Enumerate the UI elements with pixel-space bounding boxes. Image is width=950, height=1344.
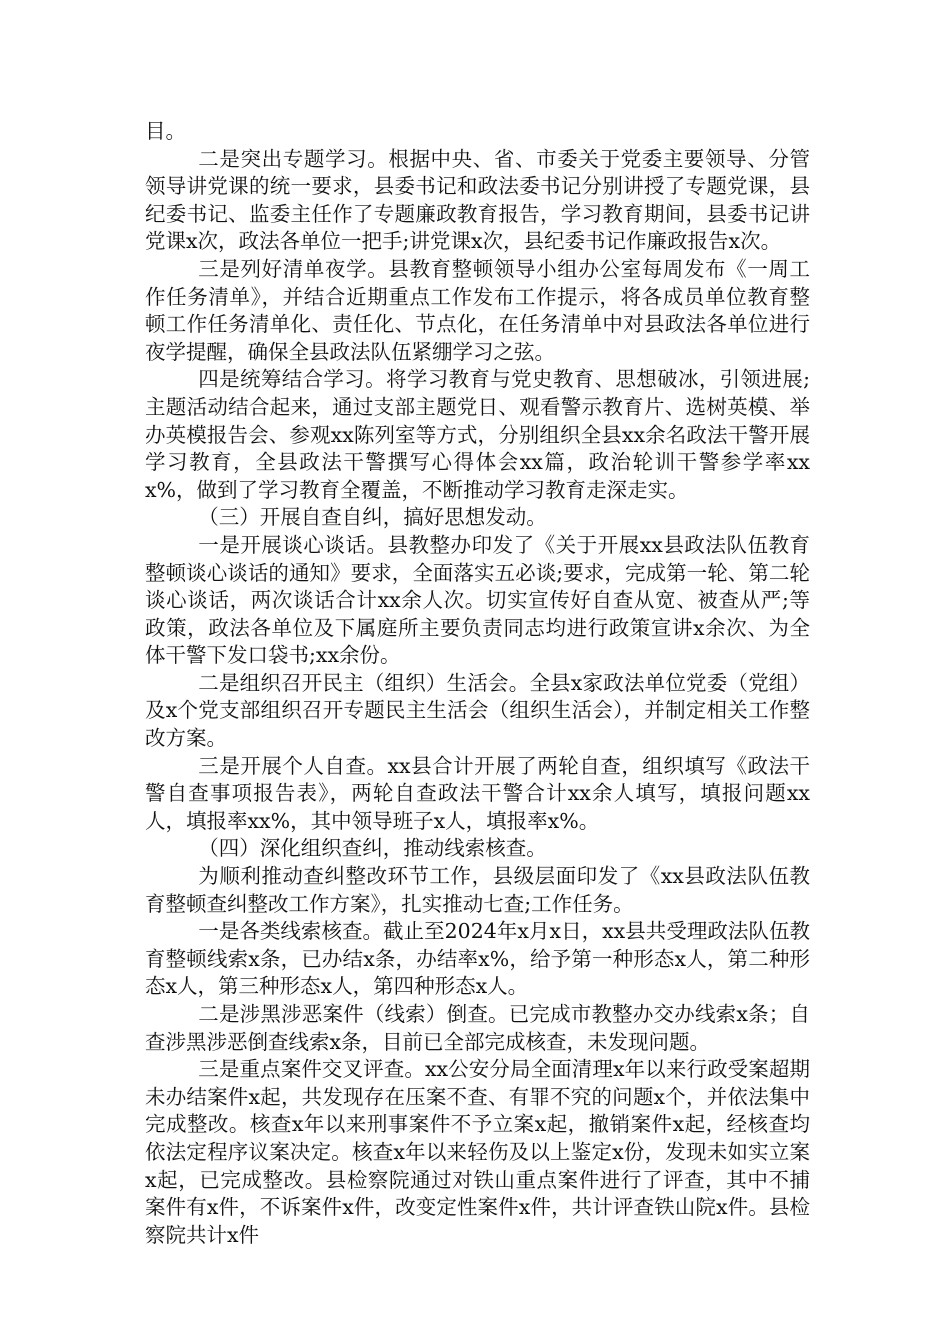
paragraph-rectification-plan: 为顺利推动查纠整改环节工作，县级层面印发了《xx县政法队伍教育整顿查纠整改工作方案》，扎实推动七查;工作任务。 [145, 864, 810, 916]
paragraph-night-study-list: 三是列好清单夜学。县教育整顿领导小组办公室每周发布《一周工作任务清单》，并结合近期重点工作发布工作提示，将各成员单位教育整顿工作任务清单化、责任化、节点化，在任务清单中对县政法各单位进行夜学提醒，确保全县政法队伍紧绷学习之弦。 [145, 256, 810, 364]
paragraph-key-case-cross-review: 三是重点案件交叉评查。xx公安分局全面清理x年以来行政受案超期未办结案件x起，共发现存在压案不查、有罪不究的问题x个，并依法集中完成整改。核查x年以来刑事案件不予立案x起，撤销案件x起，经核查均依法定程序议案决定。核查x年以来轻伤及以上鉴定x份，发现未如实立案x起，已完成整改。县检察院通过对铁山重点案件进行了评查，其中不捕案件有x件，不诉案件x件，改变定性案件x件，共计评查铁山院x件。县检察院共计x件 [145, 1057, 810, 1247]
paragraph-heart-to-heart-talks: 一是开展谈心谈话。县教整办印发了《关于开展xx县政法队伍教育整顿谈心谈话的通知》要求，全面落实五必谈;要求，完成第一轮、第二轮谈心谈话，两次谈话合计xx余人次。切实宣传好自查从宽、被查从严;等政策，政法各单位及下属庭所主要负责同志均进行政策宣讲x余次、为全体干警下发口袋书;xx余份。 [145, 532, 810, 668]
paragraph-gang-case-review: 二是涉黑涉恶案件（线索）倒查。已完成市教整办交办线索x条；自查涉黑涉恶倒查线索x条，目前已全部完成核查，未发现问题。 [145, 1002, 810, 1054]
paragraph-topic-study: 二是突出专题学习。根据中央、省、市委关于党委主要领导、分管领导讲党课的统一要求，县委书记和政法委书记分别讲授了专题党课，县纪委书记、监委主任作了专题廉政教育报告，学习教育期间，县委书记讲党课x次，政法各单位一把手;讲党课x次，县纪委书记作廉政报告x次。 [145, 146, 810, 254]
paragraph-personal-self-check: 三是开展个人自查。xx县合计开展了两轮自查，组织填写《政法干警自查事项报告表》，两轮自查政法干警合计xx余人填写，填报问题xx人，填报率xx%，其中领导班子x人，填报率x%。 [145, 753, 810, 833]
paragraph-continuation: 目。 [145, 119, 186, 143]
document-page [145, 118, 810, 1249]
paragraph-clue-verification: 一是各类线索核查。截止至2024年x月x日，xx县共受理政法队伍教育整顿线索x条，已办结x条，办结率x%，给予第一种形态x人，第二种形态x人，第三种形态x人，第四种形态x人。 [145, 919, 810, 999]
paragraph-democratic-life-meeting: 二是组织召开民主（组织）生活会。全县x家政法单位党委（党组）及x个党支部组织召开专题民主生活会（组织生活会），并制定相关工作整改方案。 [145, 670, 810, 751]
section-heading-self-check: （三）开展自查自纠，搞好思想发动。 [198, 505, 547, 530]
paragraph-combined-study: 四是统筹结合学习。将学习教育与党史教育、思想破冰，引领进展;主题活动结合起来，通过支部主题党日、观看警示教育片、选树英模、举办英模报告会、参观xx陈列室等方式，分别组织全县xx余名政法干警开展学习教育，全县政法干警撰写心得体会xx篇，政治轮训干警参学率xxx%，做到了学习教育全覆盖，不断推动学习教育走深走实。 [145, 367, 810, 502]
section-heading-investigation: （四）深化组织查纠，推动线索核查。 [198, 836, 547, 861]
